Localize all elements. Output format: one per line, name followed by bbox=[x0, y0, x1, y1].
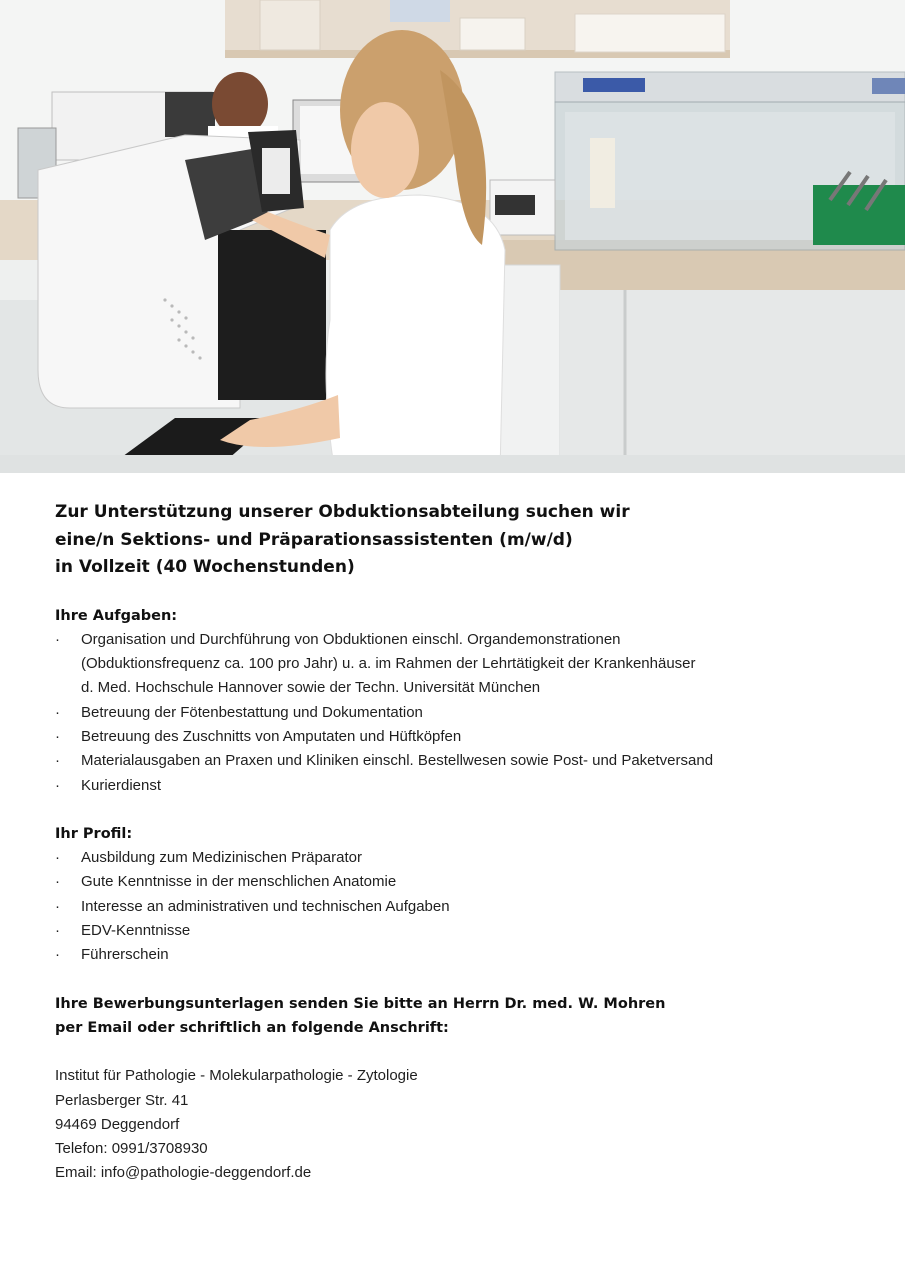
bullet-dot: · bbox=[55, 752, 60, 770]
bullet-dot: · bbox=[55, 776, 60, 794]
contact-address bbox=[55, 1064, 855, 1185]
bullet-dot: · bbox=[55, 873, 60, 891]
bullet-dot: · bbox=[55, 630, 60, 648]
bullet-dot: · bbox=[55, 946, 60, 964]
posting-headline bbox=[55, 499, 855, 582]
address-institute: Institut für Pathologie - Molekularpathologie - Zytologie bbox=[55, 1067, 418, 1085]
list-item bbox=[55, 895, 855, 919]
application-instructions bbox=[55, 992, 855, 1041]
list-item bbox=[55, 870, 855, 894]
list-item bbox=[55, 919, 855, 943]
list-item bbox=[55, 846, 855, 870]
application-line-2: per Email oder schriftlich an folgende Anschrift: bbox=[55, 1019, 449, 1036]
tasks-list bbox=[55, 628, 855, 798]
bullet-dot: · bbox=[55, 897, 60, 915]
profile-list bbox=[55, 846, 855, 967]
task-1-line-2: (Obduktionsfrequenz ca. 100 pro Jahr) u. a. im Rahmen der Lehrtätigkeit der Krankenhäuser bbox=[81, 655, 696, 673]
address-street: Perlasberger Str. 41 bbox=[55, 1091, 189, 1109]
profile-section bbox=[55, 822, 855, 968]
headline-line-3: in Vollzeit (40 Wochenstunden) bbox=[55, 557, 355, 577]
address-email[interactable]: Email: info@pathologie-deggendorf.de bbox=[55, 1164, 312, 1182]
profile-item-1: Ausbildung zum Medizinischen Präparator bbox=[81, 849, 362, 867]
headline-line-2: eine/n Sektions- und Präparationsassistenten (m/w/d) bbox=[55, 529, 573, 550]
task-1-line-1: Organisation und Durchführung von Obduktionen einschl. Organdemonstrationen bbox=[81, 630, 621, 648]
tasks-section bbox=[55, 604, 855, 798]
bullet-dot: · bbox=[55, 922, 60, 940]
list-item bbox=[55, 628, 855, 701]
profile-item-3: Interesse an administrativen und technischen Aufgaben bbox=[81, 897, 450, 915]
task-5-text: Kurierdienst bbox=[81, 776, 162, 794]
list-item bbox=[55, 725, 855, 749]
profile-title: Ihr Profil: bbox=[55, 825, 133, 842]
task-2-text: Betreuung der Fötenbestattung und Dokumentation bbox=[81, 703, 423, 721]
task-3-text: Betreuung des Zuschnitts von Amputaten und Hüftköpfen bbox=[81, 727, 462, 745]
profile-item-5: Führerschein bbox=[81, 946, 169, 964]
profile-item-4: EDV-Kenntnisse bbox=[81, 922, 191, 940]
application-line-1: Ihre Bewerbungsunterlagen senden Sie bitte an Herrn Dr. med. W. Mohren bbox=[55, 995, 666, 1012]
list-item bbox=[55, 774, 855, 798]
address-phone: Telefon: 0991/3708930 bbox=[55, 1140, 208, 1158]
address-city: 94469 Deggendorf bbox=[55, 1115, 180, 1133]
list-item bbox=[55, 943, 855, 967]
header-photo-lab bbox=[0, 0, 905, 473]
lab-scene-illustration bbox=[0, 0, 905, 473]
headline-line-1: Zur Unterstützung unserer Obduktionsabteilung suchen wir bbox=[55, 502, 630, 522]
tasks-title: Ihre Aufgaben: bbox=[55, 607, 178, 624]
job-posting-content bbox=[55, 499, 855, 1186]
task-4-text: Materialausgaben an Praxen und Kliniken einschl. Bestellwesen sowie Post- und Paketversand bbox=[81, 752, 714, 770]
bullet-dot: · bbox=[55, 727, 60, 745]
list-item bbox=[55, 749, 855, 773]
profile-item-2: Gute Kenntnisse in der menschlichen Anatomie bbox=[81, 873, 397, 891]
list-item bbox=[55, 701, 855, 725]
bullet-dot: · bbox=[55, 703, 60, 721]
bullet-dot: · bbox=[55, 849, 60, 867]
task-1-line-3: d. Med. Hochschule Hannover sowie der Techn. Universität München bbox=[81, 679, 541, 697]
